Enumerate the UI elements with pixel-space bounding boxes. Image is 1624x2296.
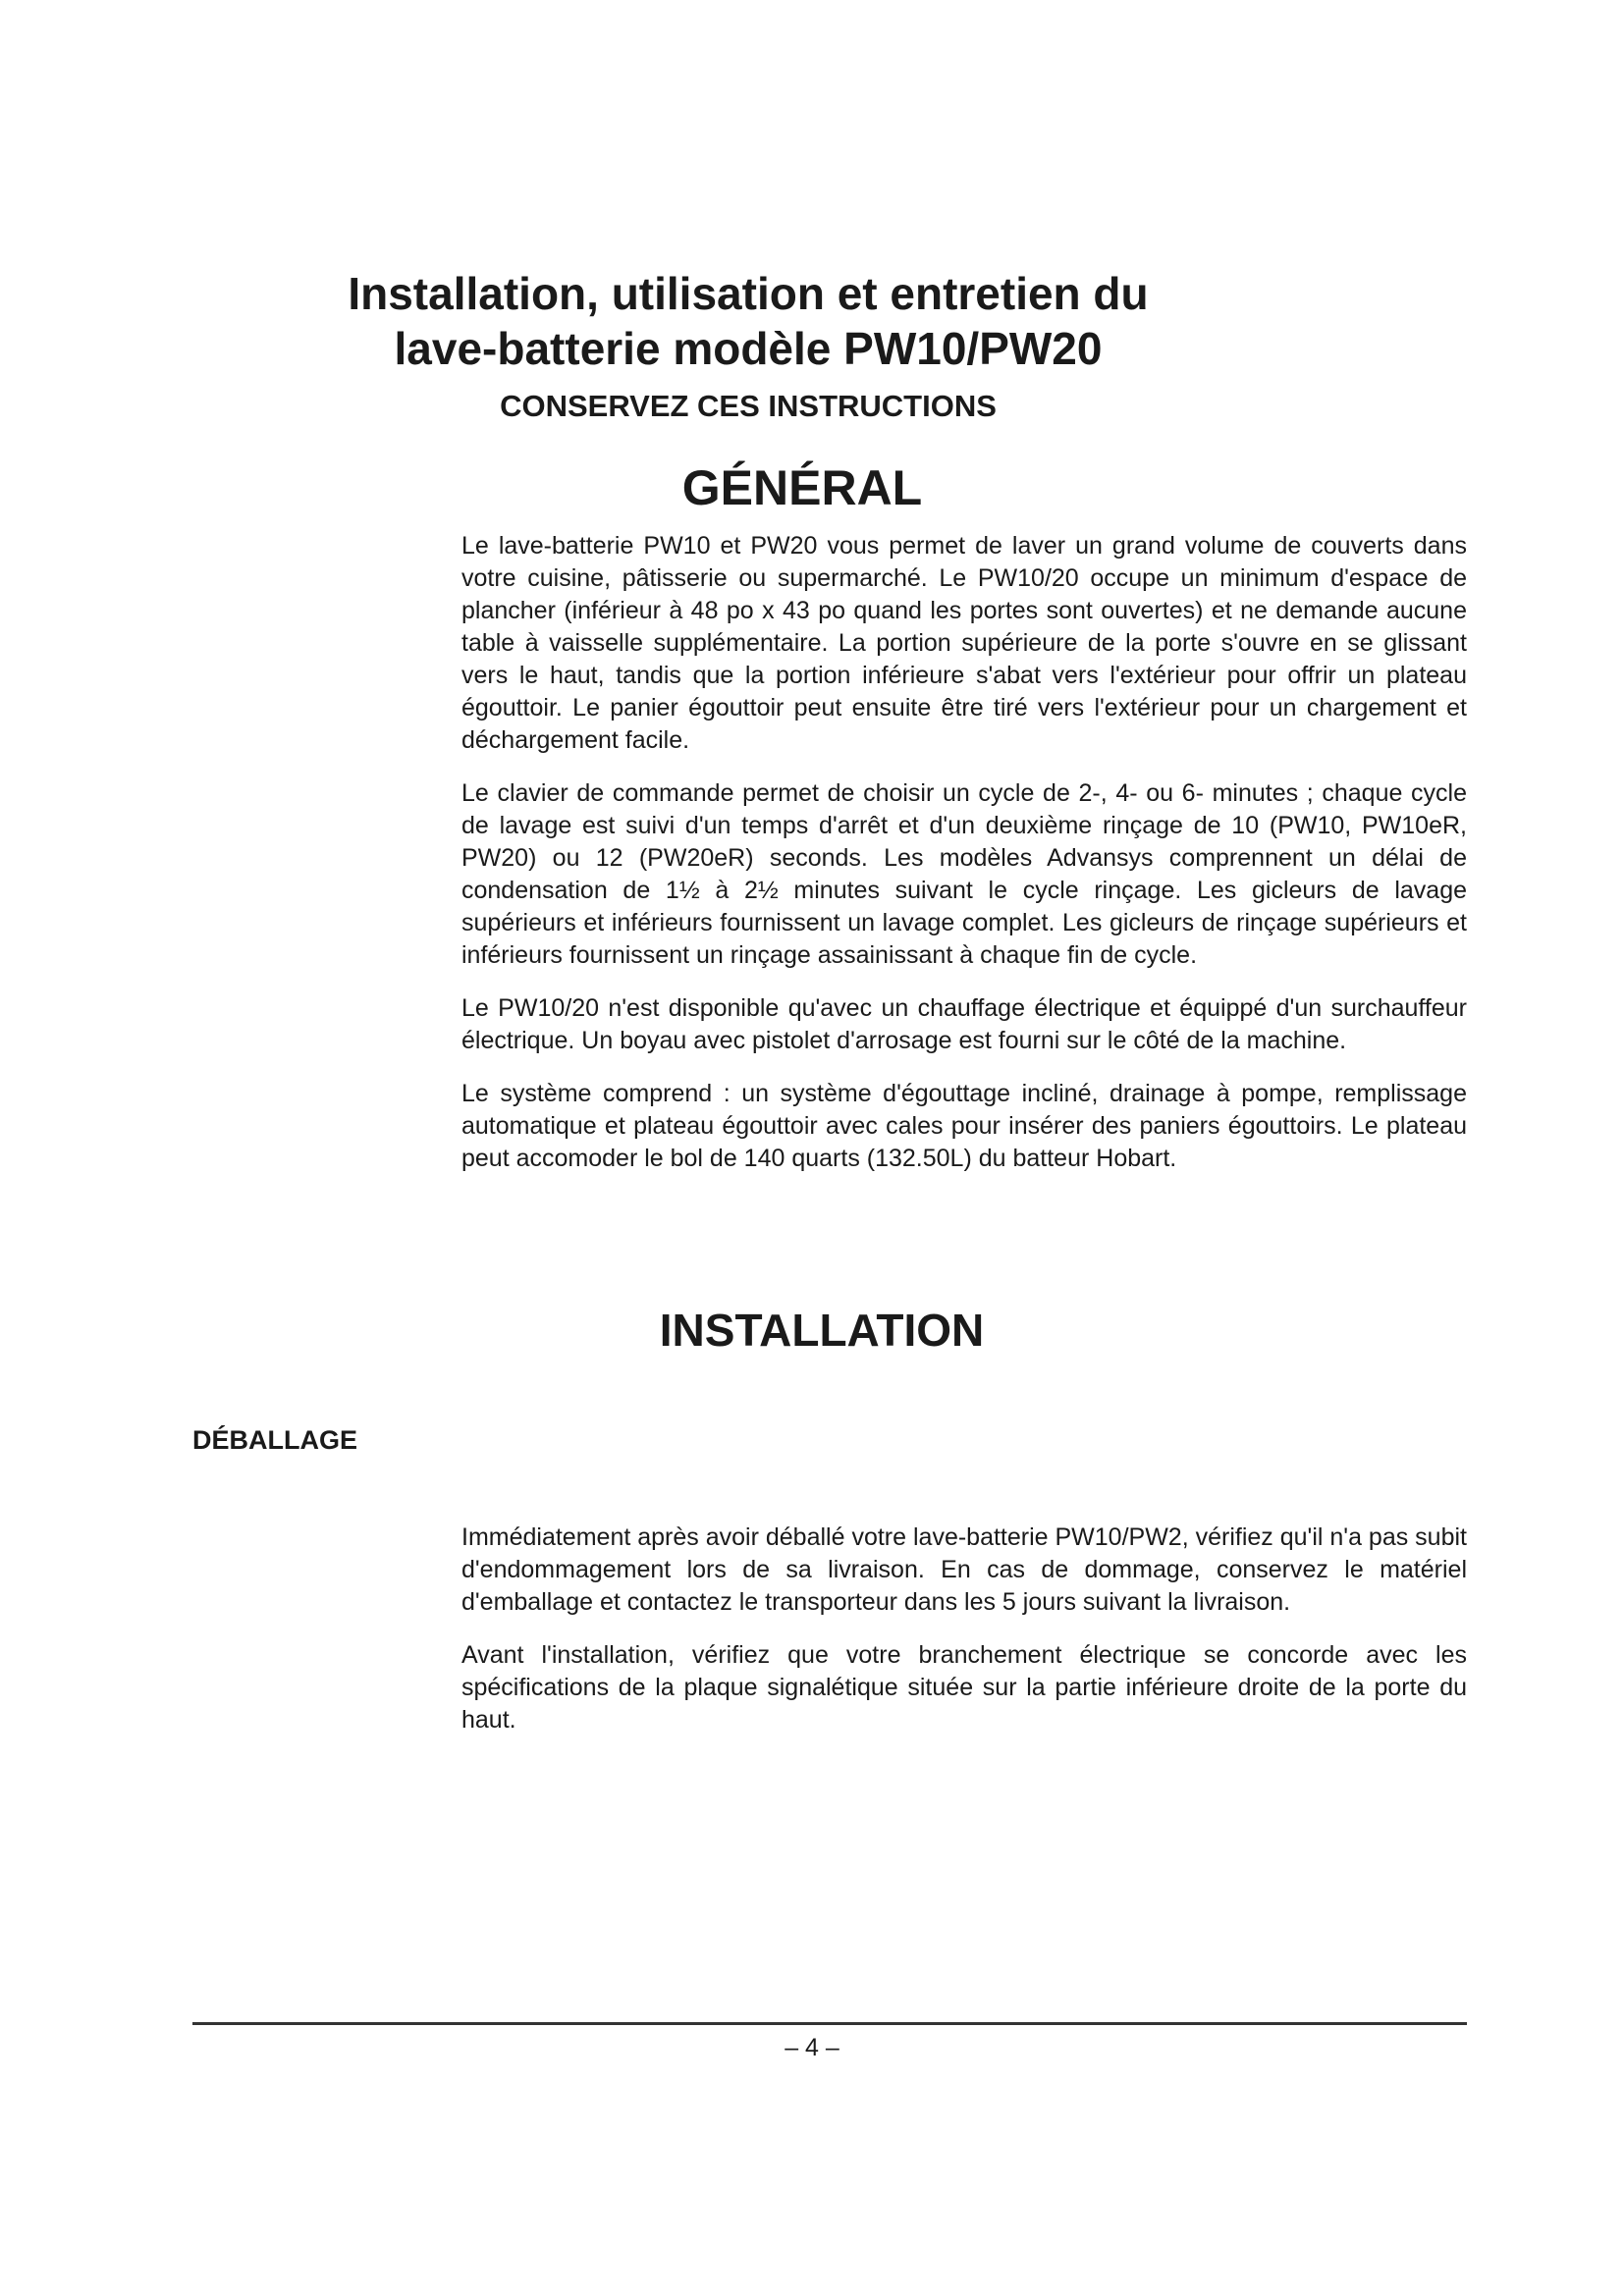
footer-divider bbox=[192, 2022, 1467, 2025]
installation-paragraph: Immédiatement après avoir déballé votre lave-batterie PW10/PW2, vérifiez qu'il n'a pas subit d'endommagement lors de sa livraison. En cas de dommage, conservez le matériel d'emballage et contactez le transporteur dans les 5 jours suivant la livraison. bbox=[461, 1523, 1467, 1616]
page-number: – 4 – bbox=[785, 2034, 839, 2061]
general-paragraph: Le clavier de commande permet de choisir un cycle de 2-, 4- ou 6- minutes ; chaque cycle de lavage est suivi d'un temps d'arrêt et d'un deuxième rinçage de 10 (PW10, PW10eR, PW20) ou 12 (PW20eR) seconds. Les modèles Advansys comprennent un délai de condensation de 1½ à 2½ minutes suivant le cycle rinçage. Les gicleurs de lavage supérieurs et inférieurs fournissent un lavage complet. Les gicleurs de rinçage supérieurs et inférieurs fournissent un rinçage assainissant à chaque fin de cycle. bbox=[461, 779, 1467, 969]
installation-section-body bbox=[461, 1522, 1467, 1757]
document-title-line-1: Installation, utilisation et entretien du bbox=[348, 268, 1149, 319]
section-heading-installation: INSTALLATION bbox=[659, 1305, 985, 1356]
subsection-heading-deballage: DÉBALLAGE bbox=[192, 1425, 357, 1455]
general-section-body bbox=[461, 530, 1467, 1196]
general-paragraph: Le lave-batterie PW10 et PW20 vous permet de laver un grand volume de couverts dans votre cuisine, pâtisserie ou supermarché. Le PW10/20 occupe un minimum d'espace de plancher (inférieur à 48 po x 43 po quand les portes sont ouvertes) et ne demande aucune table à vaisselle supplémentaire. La portion supérieure de la porte s'ouvre en se glissant vers le haut, tandis que la portion inférieure s'abat vers l'extérieur pour offrir un plateau égouttoir. Le panier égouttoir peut ensuite être tiré vers l'extérieur pour un chargement et déchargement facile. bbox=[461, 532, 1467, 754]
installation-paragraph: Avant l'installation, vérifiez que votre branchement électrique se concorde avec les spécifications de la plaque signalétique située sur la partie inférieure droite de la porte du haut. bbox=[461, 1641, 1467, 1734]
general-paragraph: Le système comprend : un système d'égouttage incliné, drainage à pompe, remplissage automatique et plateau égouttoir avec cales pour insérer des paniers égouttoirs. Le plateau peut accomoder le bol de 140 quarts (132.50L) du batteur Hobart. bbox=[461, 1080, 1467, 1172]
section-heading-general: GÉNÉRAL bbox=[681, 460, 923, 515]
document-title-line-2: lave-batterie modèle PW10/PW20 bbox=[394, 323, 1103, 374]
general-paragraph: Le PW10/20 n'est disponible qu'avec un chauffage électrique et équippé d'un surchauffeur électrique. Un boyau avec pistolet d'arrosage est fourni sur le côté de la machine. bbox=[461, 994, 1467, 1054]
document-subtitle: CONSERVEZ CES INSTRUCTIONS bbox=[500, 389, 997, 423]
